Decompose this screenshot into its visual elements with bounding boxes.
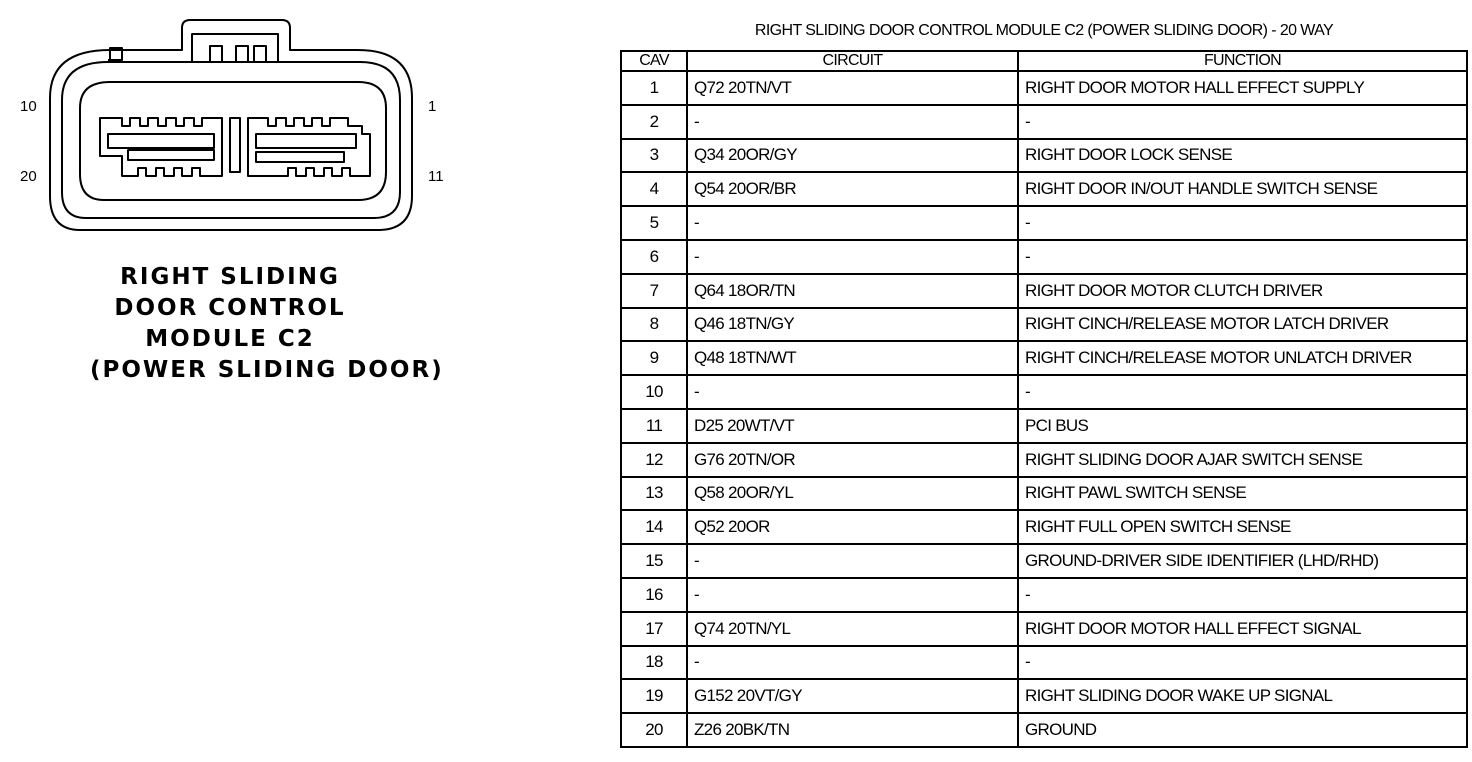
table-row [621,646,1467,680]
table-row [621,308,1467,342]
cav-cell: 8 [621,308,687,342]
circuit-cell: D25 20WT/VT [687,409,1018,443]
cav-cell: 14 [621,510,687,544]
cav-cell: 15 [621,544,687,578]
circuit-cell: Q48 18TN/WT [687,341,1018,375]
cav-cell: 5 [621,206,687,240]
function-cell: RIGHT PAWL SWITCH SENSE [1018,477,1467,511]
circuit-cell: - [687,240,1018,274]
circuit-cell: - [687,206,1018,240]
circuit-cell: - [687,375,1018,409]
table-row [621,206,1467,240]
cav-cell: 13 [621,477,687,511]
table-row [621,679,1467,713]
table-header-row [621,51,1467,71]
cav-cell: 19 [621,679,687,713]
table-row [621,544,1467,578]
header-cav: CAV [621,51,687,71]
caption-line: RIGHT SLIDING [120,264,340,290]
table-row [621,510,1467,544]
circuit-cell: Q52 20OR [687,510,1018,544]
circuit-cell: - [687,544,1018,578]
table-row [621,578,1467,612]
cav-cell: 2 [621,105,687,139]
cav-cell: 16 [621,578,687,612]
caption-line: (POWER SLIDING DOOR) [90,357,444,383]
pin-label-20: 20 [20,168,37,185]
circuit-cell: G152 20VT/GY [687,679,1018,713]
cav-cell: 20 [621,713,687,747]
pin-label-10: 10 [20,98,37,115]
circuit-cell: - [687,105,1018,139]
circuit-cell: Z26 20BK/TN [687,713,1018,747]
function-cell: RIGHT DOOR MOTOR HALL EFFECT SUPPLY [1018,71,1467,105]
cav-cell: 12 [621,443,687,477]
cav-cell: 1 [621,71,687,105]
function-cell: - [1018,206,1467,240]
table-row [621,240,1467,274]
table-row [621,443,1467,477]
circuit-cell: - [687,646,1018,680]
function-cell: - [1018,240,1467,274]
function-cell: GROUND-DRIVER SIDE IDENTIFIER (LHD/RHD) [1018,544,1467,578]
table-body [621,71,1467,747]
circuit-cell: Q72 20TN/VT [687,71,1018,105]
circuit-cell: G76 20TN/OR [687,443,1018,477]
circuit-cell: Q54 20OR/BR [687,172,1018,206]
function-cell: RIGHT SLIDING DOOR WAKE UP SIGNAL [1018,679,1467,713]
pin-label-11: 11 [428,168,444,185]
cav-cell: 6 [621,240,687,274]
function-cell: RIGHT DOOR IN/OUT HANDLE SWITCH SENSE [1018,172,1467,206]
function-cell: PCI BUS [1018,409,1467,443]
circuit-cell: Q64 18OR/TN [687,274,1018,308]
cav-cell: 4 [621,172,687,206]
connector-caption [90,262,444,386]
caption-line: DOOR CONTROL [114,295,346,321]
function-cell: GROUND [1018,713,1467,747]
header-function: FUNCTION [1018,51,1467,71]
cavity-bank-left [100,118,222,176]
table-row [621,341,1467,375]
header-circuit: CIRCUIT [687,51,1018,71]
table-row [621,105,1467,139]
cav-cell: 17 [621,612,687,646]
cav-cell: 11 [621,409,687,443]
table-row [621,375,1467,409]
cav-cell: 7 [621,274,687,308]
pinout-table [620,50,1468,748]
function-cell: - [1018,578,1467,612]
circuit-cell: - [687,578,1018,612]
table-title: RIGHT SLIDING DOOR CONTROL MODULE C2 (POWER SLIDING DOOR) - 20 WAY [754,22,1334,39]
cavity-bank-right [248,118,370,176]
function-cell: RIGHT SLIDING DOOR AJAR SWITCH SENSE [1018,443,1467,477]
table-row [621,409,1467,443]
function-cell: - [1018,375,1467,409]
table-row [621,612,1467,646]
table-row [621,172,1467,206]
cav-cell: 10 [621,375,687,409]
function-cell: RIGHT DOOR MOTOR HALL EFFECT SIGNAL [1018,612,1467,646]
connector-face [80,82,386,200]
table-row [621,139,1467,173]
table-row [621,71,1467,105]
cav-cell: 3 [621,139,687,173]
table-row [621,274,1467,308]
function-cell: - [1018,646,1467,680]
circuit-cell: Q46 18TN/GY [687,308,1018,342]
cav-cell: 18 [621,646,687,680]
connector-drawing [0,0,470,250]
function-cell: RIGHT DOOR LOCK SENSE [1018,139,1467,173]
function-cell: RIGHT FULL OPEN SWITCH SENSE [1018,510,1467,544]
table-row [621,713,1467,747]
circuit-cell: Q34 20OR/GY [687,139,1018,173]
table-row [621,477,1467,511]
caption-line: MODULE C2 [145,326,315,352]
circuit-cell: Q58 20OR/YL [687,477,1018,511]
function-cell: RIGHT CINCH/RELEASE MOTOR LATCH DRIVER [1018,308,1467,342]
function-cell: RIGHT DOOR MOTOR CLUTCH DRIVER [1018,274,1467,308]
circuit-cell: Q74 20TN/YL [687,612,1018,646]
pin-label-1: 1 [428,98,437,115]
function-cell: RIGHT CINCH/RELEASE MOTOR UNLATCH DRIVER [1018,341,1467,375]
function-cell: - [1018,105,1467,139]
cav-cell: 9 [621,341,687,375]
connector-key [230,118,240,172]
